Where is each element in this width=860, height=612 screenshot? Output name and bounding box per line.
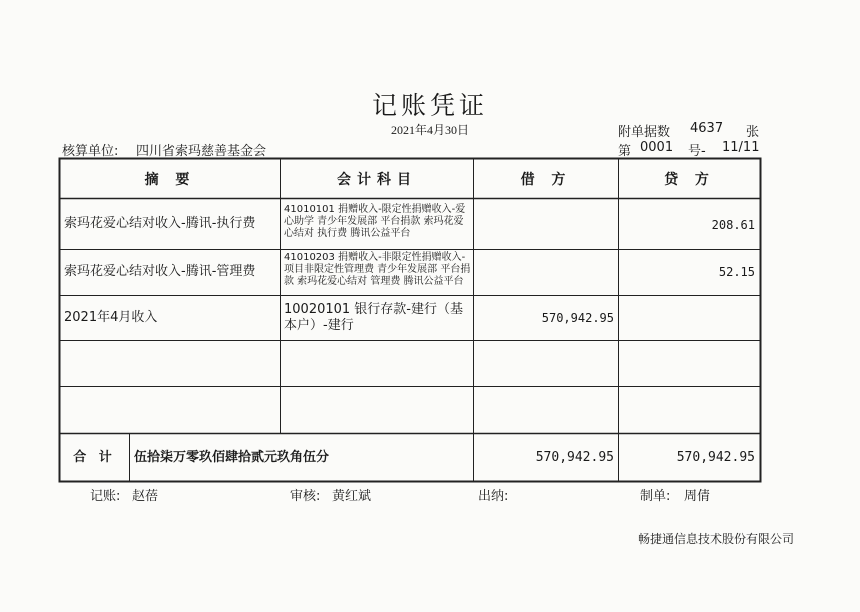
row-credit: 208.61 <box>711 218 755 232</box>
header-debit: 借 方 <box>520 172 572 188</box>
reviewer-name: 黄红斌 <box>332 489 372 504</box>
row-debit: 570,942.95 <box>541 311 614 325</box>
accounting-unit-value: 四川省索玛慈善基金会 <box>136 144 267 159</box>
attachments-label: 附单据数 <box>618 125 671 140</box>
voucher-mid: 号- <box>688 144 706 159</box>
voucher-number: 0001 <box>640 140 674 155</box>
voucher-prefix: 第 <box>618 144 632 159</box>
total-credit: 570,942.95 <box>676 450 755 465</box>
reviewer-label: 审核: <box>290 489 321 504</box>
voucher-date: 2021年4月30日 <box>390 123 469 137</box>
bookkeeper-name: 赵蓓 <box>132 489 159 504</box>
row-summary: 2021年4月收入 <box>64 310 158 325</box>
row-summary: 索玛花爱心结对收入-腾讯-管理费 <box>64 264 256 279</box>
total-label: 合 计 <box>73 450 116 465</box>
preparer-name: 周倩 <box>684 489 711 504</box>
total-amount-words: 伍拾柒万零玖佰肆拾贰元玖角伍分 <box>134 450 330 465</box>
header-account: 会计科目 <box>337 172 417 188</box>
accounting-unit-label: 核算单位: <box>62 144 119 159</box>
total-debit: 570,942.95 <box>535 450 614 465</box>
row-account: 41010203 捐赠收入-非限定性捐赠收入-项目非限定性管理费 青少年发展部 平台捐款 索玛花爱心结对 管理费 腾讯公益平台 <box>284 252 471 287</box>
header-summary: 摘 要 <box>144 172 196 188</box>
row-account: 10020101 银行存款-建行（基本户）-建行 <box>284 302 463 333</box>
cashier-label: 出纳: <box>478 489 509 504</box>
row-credit: 52.15 <box>718 265 755 279</box>
attachments-unit: 张 <box>746 125 760 140</box>
preparer-label: 制单: <box>640 489 671 504</box>
bookkeeper-label: 记账: <box>90 489 121 504</box>
software-company: 畅捷通信息技术股份有限公司 <box>637 532 794 546</box>
row-summary: 索玛花爱心结对收入-腾讯-执行费 <box>64 216 256 231</box>
voucher-page: 11/11 <box>722 140 760 155</box>
row-account: 41010101 捐赠收入-限定性捐赠收入-爱心助学 青少年发展部 平台捐款 索玛花爱心结对 执行费 腾讯公益平台 <box>284 204 466 239</box>
voucher-title: 记账凭证 <box>371 91 488 120</box>
attachments-count: 4637 <box>690 121 724 136</box>
header-credit: 贷 方 <box>664 172 715 188</box>
